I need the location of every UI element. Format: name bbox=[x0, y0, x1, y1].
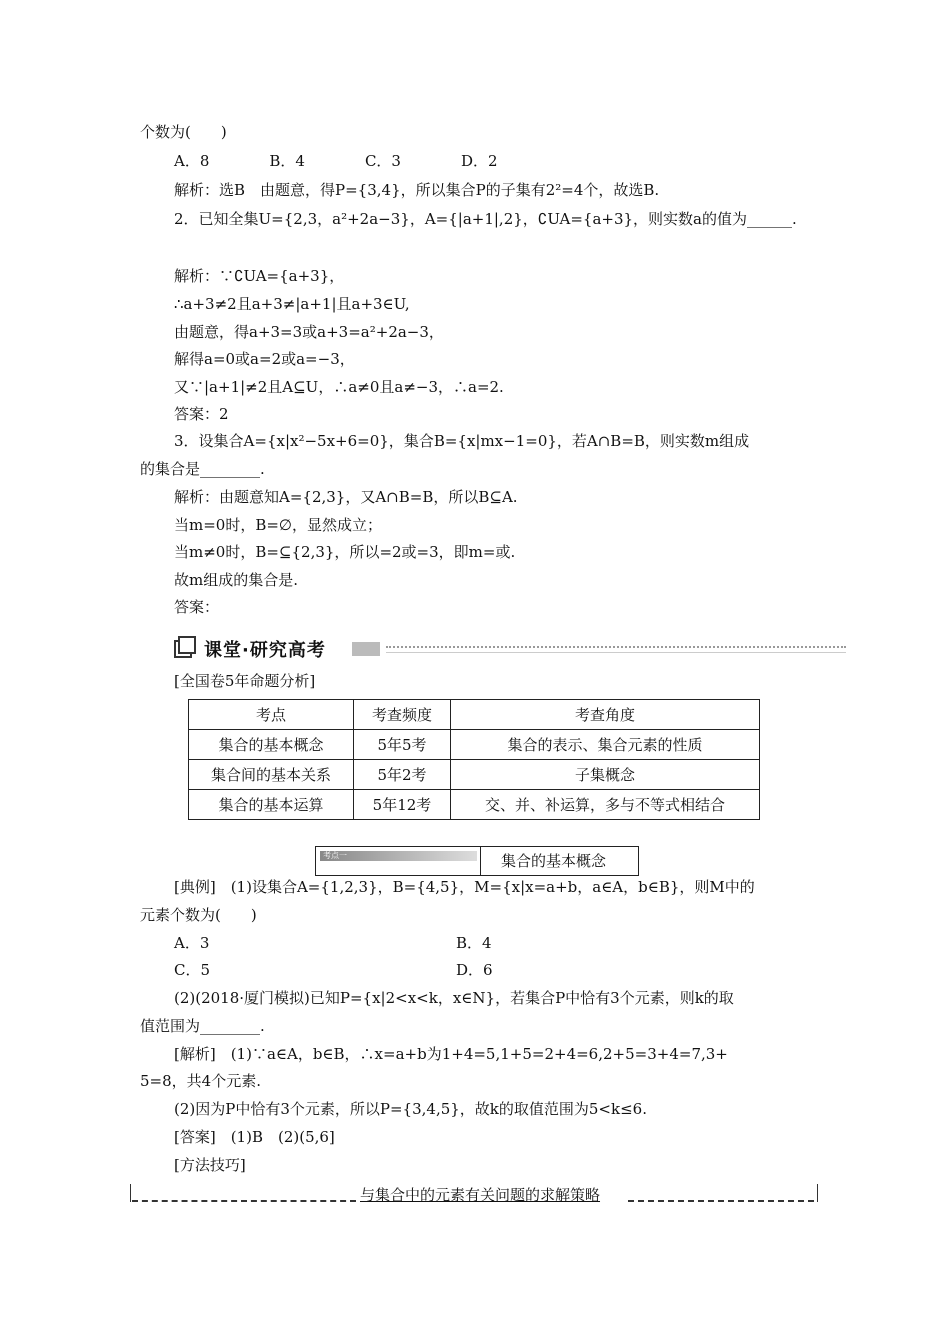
answer-line: [答案] (1)B (2)(5,6] bbox=[174, 1128, 335, 1146]
text-line: ∴a+3≠2且a+3≠|a+1|且a+3∈U, bbox=[174, 295, 410, 313]
example-line: 元素个数为( ) bbox=[140, 906, 257, 924]
banner-divider bbox=[386, 652, 846, 653]
method-label: [方法技巧] bbox=[174, 1156, 246, 1174]
strategy-right-edge bbox=[817, 1184, 818, 1202]
strategy-title: 与集合中的元素有关问题的求解策略 bbox=[360, 1186, 601, 1204]
text-line: 个数为( ) bbox=[140, 123, 227, 141]
solution-line: (2)因为P中恰有3个元素，所以P={3,4,5}，故k的取值范围为5<k≤6. bbox=[174, 1100, 647, 1118]
dash-line bbox=[628, 1184, 814, 1202]
example-line: [典例] (1)设集合A={1,2,3}，B={4,5}，M={x|x=a+b，a∈A，b∈B}，则M中的 bbox=[174, 878, 755, 896]
analysis-caption: [全国卷5年命题分析] bbox=[174, 672, 316, 690]
topic-title: 集合的基本概念 bbox=[501, 852, 607, 870]
text-line: 的集合是________. bbox=[140, 460, 265, 478]
question-2: 2．已知全集U={2,3，a²+2a−3}，A={|a+1|,2}，∁UA={a+3}，则实数a的值为______. bbox=[174, 210, 797, 228]
solution-line: [解析] (1)∵a∈A，b∈B，∴x=a+b为1+4=5,1+5=2+4=6,2+5=3+4=7,3+ bbox=[174, 1045, 728, 1063]
table-row bbox=[189, 730, 760, 760]
table-header-row bbox=[189, 700, 760, 730]
table-cell: 5年5考 bbox=[354, 730, 451, 760]
banner-divider bbox=[386, 646, 846, 648]
strategy-bar bbox=[130, 1184, 818, 1202]
table-header: 考查频度 bbox=[354, 700, 451, 730]
table-cell: 5年12考 bbox=[354, 790, 451, 820]
example-line: 值范围为________. bbox=[140, 1017, 265, 1035]
table-row bbox=[189, 760, 760, 790]
choice-d: D．6 bbox=[456, 961, 493, 979]
banner-square-icon bbox=[178, 636, 196, 654]
dash-line bbox=[132, 1184, 356, 1202]
answer-line: 答案： bbox=[174, 598, 220, 616]
table-header: 考点 bbox=[189, 700, 354, 730]
text-line: 当m=0时，B=∅，显然成立； bbox=[174, 516, 382, 534]
table-cell: 集合的基本运算 bbox=[189, 790, 354, 820]
text-line: 解析：由题意知A={2,3}，又A∩B=B，所以B⊆A. bbox=[174, 488, 518, 506]
table-cell: 集合的表示、集合元素的性质 bbox=[451, 730, 760, 760]
table-cell: 交、并、补运算，多与不等式相结合 bbox=[451, 790, 760, 820]
topic-heading bbox=[315, 846, 639, 876]
text-line: 故m组成的集合是. bbox=[174, 571, 298, 589]
section-banner bbox=[174, 634, 846, 662]
analysis-table bbox=[188, 699, 760, 820]
table-cell: 5年2考 bbox=[354, 760, 451, 790]
text-line: 解析：∵∁UA={a+3}， bbox=[174, 267, 345, 285]
table-header: 考查角度 bbox=[451, 700, 760, 730]
table-cell: 集合的基本概念 bbox=[189, 730, 354, 760]
table-cell: 子集概念 bbox=[451, 760, 760, 790]
choice-c: C．5 bbox=[174, 961, 211, 979]
text-line: 由题意，得a+3=3或a+3=a²+2a−3， bbox=[174, 323, 444, 341]
answer-line: 答案：2 bbox=[174, 405, 229, 423]
example-line: (2)(2018·厦门模拟)已知P={x|2<x<k，x∈N}，若集合P中恰有3个元素，则k的取 bbox=[174, 989, 734, 1007]
table-cell: 集合间的基本关系 bbox=[189, 760, 354, 790]
question-3: 3．设集合A={x|x²−5x+6=0}，集合B={x|mx−1=0}，若A∩B=B，则实数m组成 bbox=[174, 432, 750, 450]
banner-title: 课堂·研究高考 bbox=[204, 640, 326, 661]
text-line: 解得a=0或a=2或a=−3， bbox=[174, 350, 355, 368]
heading-divider bbox=[480, 847, 481, 875]
strategy-left-edge bbox=[130, 1184, 131, 1202]
choices-line: A．8 B．4 C．3 D．2 bbox=[174, 152, 498, 170]
table-row bbox=[189, 790, 760, 820]
text-line: 当m≠0时，B=⊆{2,3}，所以=2或=3，即m=或. bbox=[174, 543, 516, 561]
banner-tail bbox=[352, 642, 380, 656]
solution-line: 5=8，共4个元素. bbox=[140, 1072, 261, 1090]
choice-a: A．3 bbox=[174, 934, 210, 952]
text-line: 又∵|a+1|≠2且A⊆U，∴a≠0且a≠−3，∴a=2. bbox=[174, 378, 504, 396]
choice-b: B．4 bbox=[456, 934, 492, 952]
topic-tag: 考点一 bbox=[320, 851, 477, 861]
text-line: 解析：选B 由题意，得P={3,4}，所以集合P的子集有2²=4个，故选B. bbox=[174, 181, 660, 199]
